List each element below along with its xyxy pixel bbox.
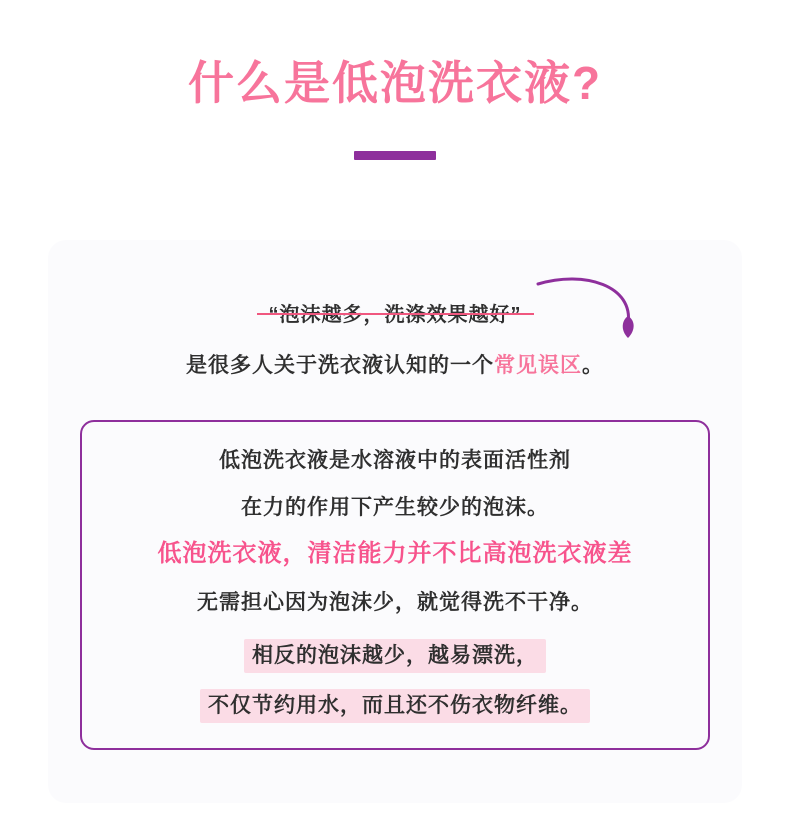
definition-line-5 [82,639,708,673]
definition-line-6 [82,689,708,723]
highlight-text-1: 相反的泡沫越少，越易漂洗， [244,639,546,673]
page-title: 什么是低泡洗衣液? [187,57,603,109]
misconception-suffix: 。 [582,354,604,377]
definition-line-4: 无需担心因为泡沫少，就觉得洗不干净。 [197,591,593,614]
quote-area [48,240,742,379]
struck-quote [269,298,522,327]
definition-line-2: 在力的作用下产生较少的泡沫。 [241,496,549,519]
title-underline-divider [354,151,436,160]
definition-line-1: 低泡洗衣液是水溶液中的表面活性剂 [219,449,571,472]
title-block [0,0,790,160]
curved-arrow-icon [530,276,650,366]
highlight-text-2: 不仅节约用水，而且还不伤衣物纤维。 [200,689,590,723]
content-card [48,240,742,803]
misconception-accent: 常见误区 [494,354,582,377]
misconception-prefix: 是很多人关于洗衣液认知的一个 [186,354,494,377]
strikethrough-line [257,313,534,315]
definition-line-3: 低泡洗衣液，清洁能力并不比高泡洗衣液差 [157,540,633,567]
definition-box [80,420,710,750]
